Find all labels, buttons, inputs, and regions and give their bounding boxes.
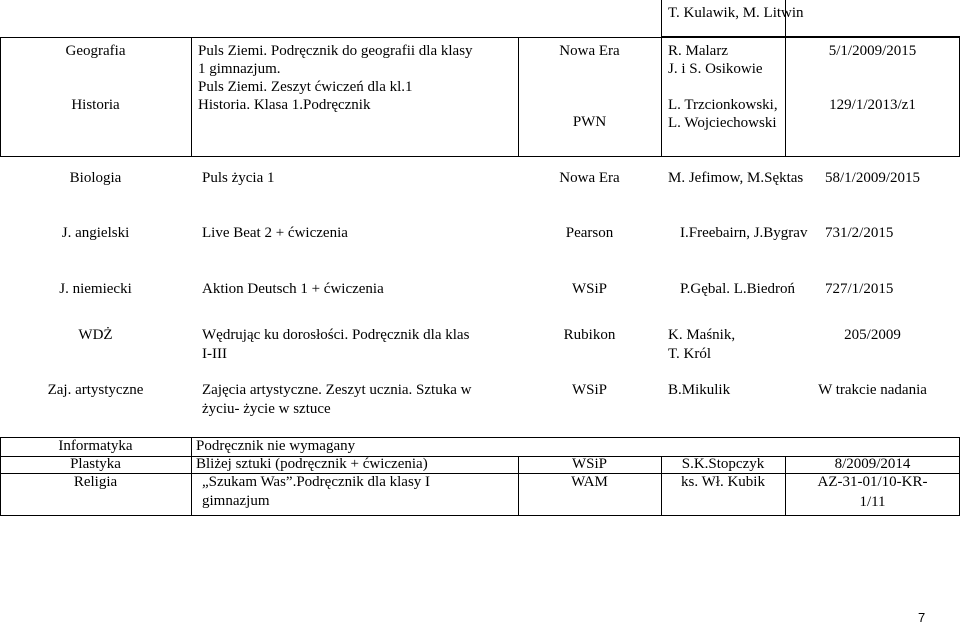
grid-line bbox=[191, 437, 192, 516]
grid-line bbox=[661, 0, 662, 36]
subject-cell: J. niemiecki bbox=[59, 281, 132, 297]
title-cell: Aktion Deutsch 1 + ćwiczenia bbox=[202, 281, 384, 297]
grid-line bbox=[0, 515, 960, 516]
author-cell: ks. Wł. Kubik bbox=[681, 474, 765, 490]
number-cell: W trakcie nadania bbox=[818, 382, 927, 398]
number-cell: 1/11 bbox=[859, 494, 886, 510]
title-cell: Puls Ziemi. Podręcznik do geografii dla klasy bbox=[198, 43, 473, 59]
grid-line bbox=[661, 37, 662, 156]
publisher-cell: WAM bbox=[571, 474, 608, 490]
number-cell: AZ-31-01/10-KR- bbox=[817, 474, 928, 490]
title-cell: 1 gimnazjum. bbox=[198, 61, 281, 77]
page-number: 7 bbox=[918, 610, 926, 625]
author-cell: I.Freebairn, J.Bygrav bbox=[680, 225, 808, 241]
number-cell: 727/1/2015 bbox=[825, 281, 894, 297]
publisher-cell: Pearson bbox=[565, 225, 614, 241]
subject-cell: Informatyka bbox=[58, 438, 133, 454]
number-cell: 8/2009/2014 bbox=[834, 456, 911, 472]
number-cell: 205/2009 bbox=[844, 327, 901, 343]
number-cell: 731/2/2015 bbox=[825, 225, 894, 241]
publisher-cell: WSiP bbox=[571, 281, 607, 297]
number-cell: 5/1/2009/2015 bbox=[828, 43, 917, 59]
grid-line bbox=[0, 37, 960, 38]
subject-cell: Plastyka bbox=[70, 456, 121, 472]
title-cell: Live Beat 2 + ćwiczenia bbox=[202, 225, 348, 241]
grid-line bbox=[0, 156, 960, 157]
subject-cell: Zaj. artystyczne bbox=[47, 382, 144, 398]
publisher-cell: PWN bbox=[572, 114, 607, 130]
subject-cell: Biologia bbox=[69, 170, 122, 186]
publisher-cell: WSiP bbox=[571, 456, 607, 472]
subject-cell: WDŻ bbox=[78, 327, 113, 343]
title-cell: Zajęcia artystyczne. Zeszyt ucznia. Sztuka w bbox=[202, 382, 472, 398]
author-cell: P.Gębal. L.Biedroń bbox=[680, 281, 795, 297]
grid-line bbox=[191, 37, 192, 156]
title-cell: I-III bbox=[202, 346, 227, 362]
subject-cell: J. angielski bbox=[61, 225, 130, 241]
publisher-cell: Nowa Era bbox=[559, 43, 620, 59]
title-cell: Historia. Klasa 1.Podręcznik bbox=[198, 97, 371, 113]
title-cell: Wędrując ku dorosłości. Podręcznik dla klas bbox=[202, 327, 470, 343]
author-cell: R. Malarz bbox=[668, 43, 728, 59]
author-cell: J. i S. Osikowie bbox=[668, 61, 763, 77]
publisher-cell: Rubikon bbox=[563, 327, 616, 343]
publisher-cell: WSiP bbox=[571, 382, 607, 398]
title-cell: życiu- życie w sztuce bbox=[202, 401, 331, 417]
title-cell: „Szukam Was”.Podręcznik dla klasy I bbox=[202, 474, 431, 490]
publisher-cell: Nowa Era bbox=[559, 170, 620, 186]
title-cell: Puls życia 1 bbox=[202, 170, 275, 186]
number-cell: 129/1/2013/z1 bbox=[829, 97, 916, 113]
author-cell: L. Trzcionkowski, bbox=[668, 97, 778, 113]
author-cell: K. Maśnik, bbox=[668, 327, 736, 343]
author-cell: B.Mikulik bbox=[668, 382, 731, 398]
author-cell: L. Wojciechowski bbox=[668, 115, 777, 131]
author-cell: T. Król bbox=[668, 346, 712, 362]
title-cell: Puls Ziemi. Zeszyt ćwiczeń dla kl.1 bbox=[198, 79, 413, 95]
subject-cell: Geografia bbox=[65, 43, 126, 59]
author-cell: M. Jefimow, M.Sęktas bbox=[668, 170, 804, 186]
number-cell: 58/1/2009/2015 bbox=[825, 170, 921, 186]
title-cell: Bliżej sztuki (podręcznik + ćwiczenia) bbox=[196, 456, 428, 472]
title-cell: Podręcznik nie wymagany bbox=[196, 438, 356, 454]
author-cell: S.K.Stopczyk bbox=[681, 456, 765, 472]
header-author: T. Kulawik, M. Litwin bbox=[668, 5, 804, 21]
subject-cell: Religia bbox=[73, 474, 118, 490]
subject-cell: Historia bbox=[71, 97, 120, 113]
title-cell: gimnazjum bbox=[202, 493, 270, 509]
